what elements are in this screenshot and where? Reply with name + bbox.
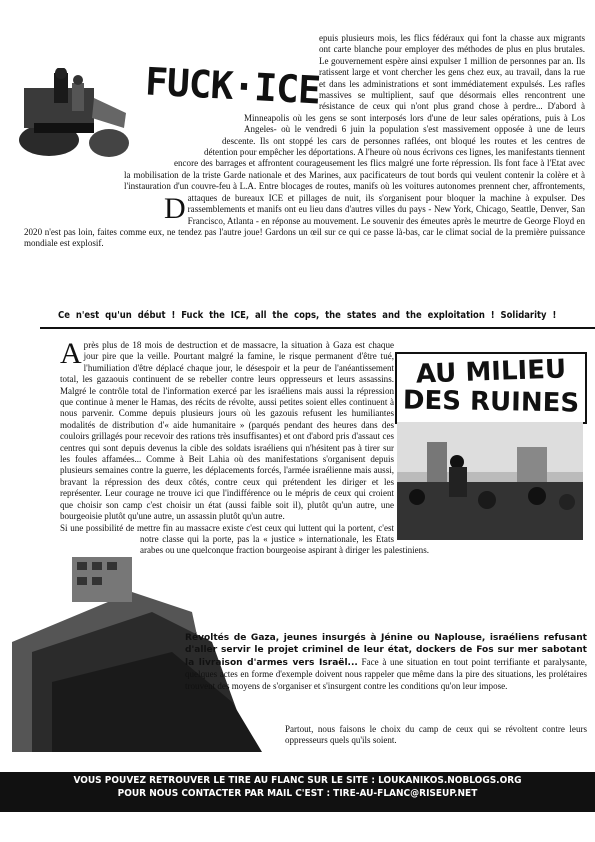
- gaza-paragraph-1: près plus de 18 mois de destruction et de massacre, la situation à Gaza est chaque jour pire que la veille. Pourtant malgré la famine, le risque permanent d'être tué, l'humiliation d'être déplacé chaque jour, le désespoir et la peur de l'anéantissement total, les gazaouis continuent de se rebeller contre leurs oppresseurs et leurs assassins. Malgré le contrôle total de l'information exercé par les israéliens mais aussi la répression que continue à mener le Hamas, des récits de révolte, aussi petites soient elles continuent à nous parvenir. Comme depuis plusieurs jours où les gazouis refusent les humiliantes modalités de distribution d'« aide humanitaire » (parqués pendant des heures dans des couloirs grillagés pour recevoir des rations très insuffisantes) et ont d'abord pris d'assaut ces centres qui sont depuis devenus la cible des soldats israéliens qui n'hésitent pas à tirer sur les foules affamées... Comme à Beit Lahia où des manifestations s'organisent depuis plusieurs semaines contre la guerre, les déplacements forcés, l'armée israélienne mais aussi, bravant la répression des deux côtés, contre ceux qui prétendent les diriger et les représenter. Leur courage ne trouve ici que l'indifférence ou le mépris de ceux qui croient que choisir son camp c'est choisir un état (aussi faible soit il), plutôt qu'un autre, une bourgeoisie plutôt qu'une autre, un assassin plutôt qu'un autre.: [60, 340, 394, 522]
- ice-article-text: [24, 33, 585, 313]
- headline-line-1: AU MILIEU: [415, 354, 567, 390]
- footer-line-2: POUR NOUS CONTACTER PAR MAIL C'EST : TIRE-AU-FLANC@RISEUP.NET: [117, 788, 478, 799]
- ice-slogan: Ce n'est qu'un début ! Fuck the ICE, all the cops, the states and the exploitation ! Solidarity !: [58, 310, 557, 321]
- gaza-paragraph-3-wrap: [285, 724, 587, 747]
- headline-line-2: DES RUINES: [402, 385, 580, 419]
- wrap-spacer-1: [24, 33, 319, 103]
- dropcap-a: A: [60, 337, 82, 370]
- ice-paragraph: epuis plusieurs mois, les flics fédéraux qui font la chasse aux migrants ont carte blanche pour employer des méthodes de plus en plus brutales. Le gouvernement espère ainsi expulser 1 million de personnes par an. Ils ratissent large et vont chercher les gens chez eux, au travail, dans la rue et dans les administrations et sont immédiatement expulsés. Les rafles massives se multiplient, sauf que désormais elles rencontrent une résistance de ceux qui n'ont plus grand chose à perdre... D'abord à Minneapolis où les gens se sont interposés lors d'une de leur sales opérations, puis à Los Angeles- où le vendredi 6 juin la population s'est massivement opposée à une de leurs descente. Ils ont stoppé les cars de personnes raflées, ont bloqué les routes et les centres de détention pour empêcher les déportations. A l'heure où nous écrivons ces lignes, les manifestants tiennent encore des barrages et affrontent courageusement les flics malgré une forte répression. Ils font face à l'Etat avec la mobilisation de la triste Garde nationale et des Marines, aux pacificateurs de tout bords qui veulent contenir la colère et à l'instauration d'un couvre-feu à L.A. Entre blocages de routes, manifs où les voitures autonomes prennent cher, affrontements, attaques de bureaux ICE et pillages de nuit, ils s'organisent pour bloquer la machine à expulser. Des rassemblements et manifs ont eu lieu dans d'autres villes du pays - New York, Chicago, Seattle, Denver, San Francisco, Atlanta - en réponse au mouvement. Le souvenir des émeutes après le meurtre de George Floyd en 2020 n'est pas loin, faites comme eux, ne tendez pas l'autre joue! Gardons un œil sur ce qui ce passe là-bas, car le climat social de la première puissance mondiale est explosif.: [24, 33, 585, 249]
- wrap-spacer-2: [24, 103, 244, 127]
- wrap-spacer-4: [24, 139, 204, 150]
- section-divider: [40, 327, 595, 329]
- revolt-bold: Révoltés de Gaza, jeunes insurgés à Jénine ou Naplouse, israéliens refusant d'aller servir le projet criminel de leur état, dockers de Fos sur mer sabotant la livraison d'armes vers Israël...: [185, 633, 587, 668]
- footer-banner: [0, 772, 595, 812]
- fuck-ice-logo: FUCK·ICE: [143, 59, 322, 113]
- gaza-paragraph-3: Partout, nous faisons le choix du camp de ceux qui se révoltent contre leurs oppresseurs quels qu'ils soient.: [285, 724, 587, 746]
- wrap-spacer-7: [24, 195, 164, 206]
- revolt-rest: Face à une situation en tout point terrifiante et paralysante, quelques actes en forme d'exemple doivent nous rappeler que même dans la pire des situations, les prolétaires trouvent des moyens de s'organiser et s'insurgent contre les conditions qu'on leur impose.: [185, 656, 587, 691]
- gaza-paragraph-2: Si une possibilité de mettre fin au massacre existe c'est ceux qui luttent qui la portent, c'est notre classe qui la porte, pas la « justice » internationale, les Etats arabes ou une quelconque fraction bourgeoise aspirant à diriger les palestiniens.: [60, 522, 429, 556]
- wrap-photo-right: [394, 340, 587, 543]
- footer-line-1: VOUS POUVEZ RETROUVER LE TIRE AU FLANC SUR LE SITE : LOUKANIKOS.NOBLOGS.ORG: [73, 775, 522, 786]
- wrap-spacer-3: [24, 127, 222, 139]
- dropcap-d: D: [164, 192, 186, 225]
- wrap-spacer-6: [24, 161, 124, 195]
- revolt-text: [185, 632, 587, 692]
- wrap-spacer-5: [24, 150, 174, 161]
